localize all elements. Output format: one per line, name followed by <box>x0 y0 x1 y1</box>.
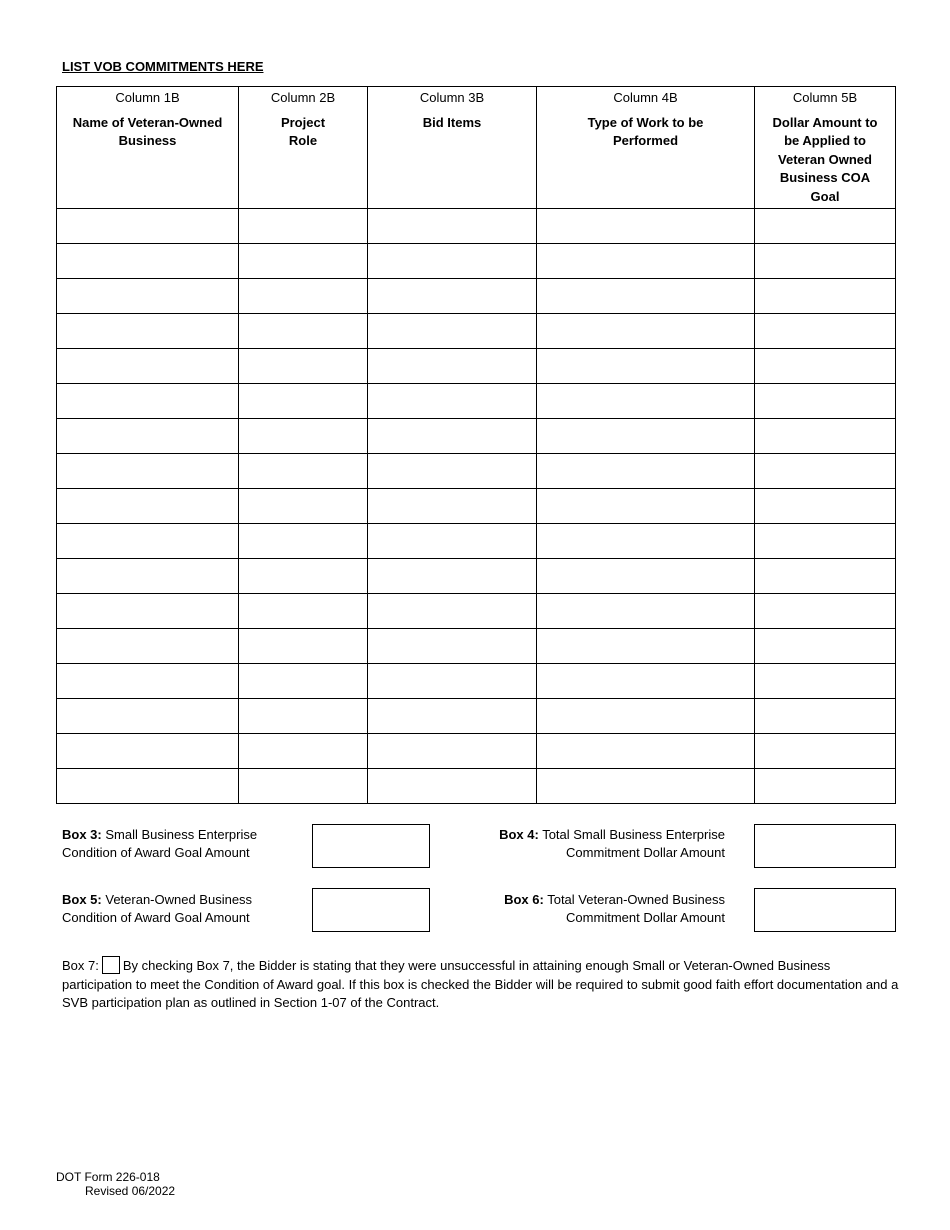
table-cell[interactable] <box>57 384 239 419</box>
table-row <box>57 559 896 594</box>
table-cell[interactable] <box>239 559 368 594</box>
column-number: Column 4B <box>613 90 678 105</box>
table-row <box>57 419 896 454</box>
table-cell[interactable] <box>368 279 537 314</box>
box5-number: Box 5: <box>62 892 102 907</box>
table-cell[interactable] <box>368 244 537 279</box>
table-cell[interactable] <box>57 769 239 804</box>
table-cell[interactable] <box>755 489 896 524</box>
column-number: Column 2B <box>270 90 336 105</box>
table-cell[interactable] <box>57 489 239 524</box>
table-cell[interactable] <box>537 629 755 664</box>
table-row <box>57 594 896 629</box>
table-cell[interactable] <box>537 594 755 629</box>
table-cell[interactable] <box>368 384 537 419</box>
table-cell[interactable] <box>239 209 368 244</box>
table-cell[interactable] <box>755 559 896 594</box>
table-cell[interactable] <box>537 559 755 594</box>
table-cell[interactable] <box>537 244 755 279</box>
table-cell[interactable] <box>368 769 537 804</box>
table-cell[interactable] <box>537 279 755 314</box>
column-number: Column 5B <box>792 90 858 105</box>
box6-text: Total Veteran-Owned Business Commitment Dollar Amount <box>547 892 725 925</box>
column-number: Column 1B <box>115 90 180 105</box>
table-cell[interactable] <box>537 384 755 419</box>
table-cell[interactable] <box>755 524 896 559</box>
table-cell[interactable] <box>755 209 896 244</box>
column-title: Type of Work to be Performed <box>587 114 704 148</box>
table-cell[interactable] <box>755 419 896 454</box>
table-row <box>57 629 896 664</box>
table-row <box>57 209 896 244</box>
box6-input[interactable] <box>754 888 896 932</box>
table-cell[interactable] <box>239 279 368 314</box>
table-cell[interactable] <box>755 664 896 699</box>
column-title: Dollar Amount to be Applied to Veteran Owned Business COA Goal <box>772 114 878 204</box>
table-cell[interactable] <box>57 419 239 454</box>
table-header-row <box>57 87 896 209</box>
table-cell[interactable] <box>368 489 537 524</box>
table-cell[interactable] <box>755 594 896 629</box>
table-row <box>57 454 896 489</box>
table-cell[interactable] <box>57 559 239 594</box>
column-header-5b <box>755 87 896 209</box>
table-cell[interactable] <box>368 314 537 349</box>
table-cell[interactable] <box>368 419 537 454</box>
box5-label <box>62 891 292 927</box>
box5-input[interactable] <box>312 888 430 932</box>
table-cell[interactable] <box>755 734 896 769</box>
vob-commitments-table <box>56 86 896 804</box>
table-cell[interactable] <box>368 699 537 734</box>
table-cell[interactable] <box>537 664 755 699</box>
table-row <box>57 349 896 384</box>
table-cell[interactable] <box>57 629 239 664</box>
column-header-1b <box>57 87 239 209</box>
table-cell[interactable] <box>239 419 368 454</box>
table-cell[interactable] <box>239 524 368 559</box>
table-cell[interactable] <box>57 209 239 244</box>
table-row <box>57 524 896 559</box>
box6-label <box>478 891 725 927</box>
box7-label: Box 7: <box>62 958 99 973</box>
table-cell[interactable] <box>239 349 368 384</box>
column-header-4b <box>537 87 755 209</box>
table-cell[interactable] <box>368 734 537 769</box>
table-cell[interactable] <box>755 699 896 734</box>
table-cell[interactable] <box>239 664 368 699</box>
table-cell[interactable] <box>239 594 368 629</box>
box7-statement <box>62 956 902 1013</box>
column-title: Name of Veteran-Owned Business <box>72 114 223 148</box>
table-cell[interactable] <box>755 279 896 314</box>
table-cell[interactable] <box>537 734 755 769</box>
table-cell[interactable] <box>239 384 368 419</box>
table-cell[interactable] <box>239 629 368 664</box>
table-cell[interactable] <box>57 594 239 629</box>
table-row <box>57 489 896 524</box>
box3-text: Small Business Enterprise Condition of Award Goal Amount <box>62 827 258 860</box>
form-number: DOT Form 226-018 <box>56 1170 160 1184</box>
table-cell[interactable] <box>57 314 239 349</box>
table-cell[interactable] <box>368 664 537 699</box>
box7-checkbox[interactable] <box>102 956 120 974</box>
table-cell[interactable] <box>755 314 896 349</box>
table-cell[interactable] <box>57 349 239 384</box>
table-cell[interactable] <box>537 349 755 384</box>
table-cell[interactable] <box>239 314 368 349</box>
column-title: Project Role <box>280 114 326 148</box>
table-cell[interactable] <box>755 349 896 384</box>
table-cell[interactable] <box>57 454 239 489</box>
column-header-2b <box>239 87 368 209</box>
table-cell[interactable] <box>239 454 368 489</box>
table-row <box>57 664 896 699</box>
table-cell[interactable] <box>537 419 755 454</box>
box3-number: Box 3: <box>62 827 102 842</box>
table-cell[interactable] <box>755 244 896 279</box>
table-cell[interactable] <box>755 629 896 664</box>
table-cell[interactable] <box>755 384 896 419</box>
table-cell[interactable] <box>368 209 537 244</box>
form-footer <box>56 1170 175 1198</box>
page-heading: LIST VOB COMMITMENTS HERE <box>62 59 264 74</box>
table-cell[interactable] <box>537 524 755 559</box>
table-cell[interactable] <box>368 594 537 629</box>
box4-text: Total Small Business Enterprise Commitment Dollar Amount <box>542 827 725 860</box>
table-cell[interactable] <box>57 734 239 769</box>
table-row <box>57 699 896 734</box>
table-cell[interactable] <box>57 524 239 559</box>
table-row <box>57 244 896 279</box>
box3-label <box>62 826 292 862</box>
column-number: Column 3B <box>419 90 485 105</box>
table-row <box>57 734 896 769</box>
box4-label <box>478 826 725 862</box>
table-cell[interactable] <box>239 489 368 524</box>
table-row <box>57 769 896 804</box>
table-cell[interactable] <box>537 314 755 349</box>
column-header-3b <box>368 87 537 209</box>
table-cell[interactable] <box>368 524 537 559</box>
column-title: Bid Items <box>422 114 482 130</box>
table-cell[interactable] <box>239 699 368 734</box>
revision-date: Revised 06/2022 <box>85 1184 176 1198</box>
table-cell[interactable] <box>57 664 239 699</box>
table-cell[interactable] <box>755 454 896 489</box>
box4-input[interactable] <box>754 824 896 868</box>
table-cell[interactable] <box>239 244 368 279</box>
table-row <box>57 314 896 349</box>
box3-input[interactable] <box>312 824 430 868</box>
table-cell[interactable] <box>368 349 537 384</box>
table-cell[interactable] <box>239 769 368 804</box>
box6-number: Box 6: <box>504 892 544 907</box>
table-cell[interactable] <box>368 454 537 489</box>
table-cell[interactable] <box>368 629 537 664</box>
table-cell[interactable] <box>537 454 755 489</box>
table-cell[interactable] <box>537 489 755 524</box>
table-cell[interactable] <box>57 244 239 279</box>
box5-text: Veteran-Owned Business Condition of Award Goal Amount <box>62 892 253 925</box>
table-cell[interactable] <box>755 769 896 804</box>
table-row <box>57 279 896 314</box>
table-cell[interactable] <box>239 734 368 769</box>
table-cell[interactable] <box>537 699 755 734</box>
table-cell[interactable] <box>537 769 755 804</box>
table-row <box>57 384 896 419</box>
box7-text: By checking Box 7, the Bidder is stating that they were unsuccessful in attaining enough Small or Veteran-Owned Business participation to meet the Condition of Award goal. If this box is checked the Bidder will be required to submit good faith effort documentation and a SVB participation plan as outlined in Section 1-07 of the Contract. <box>62 958 899 1010</box>
table-cell[interactable] <box>57 699 239 734</box>
box4-number: Box 4: <box>499 827 539 842</box>
table-cell[interactable] <box>57 279 239 314</box>
table-cell[interactable] <box>537 209 755 244</box>
table-cell[interactable] <box>368 559 537 594</box>
